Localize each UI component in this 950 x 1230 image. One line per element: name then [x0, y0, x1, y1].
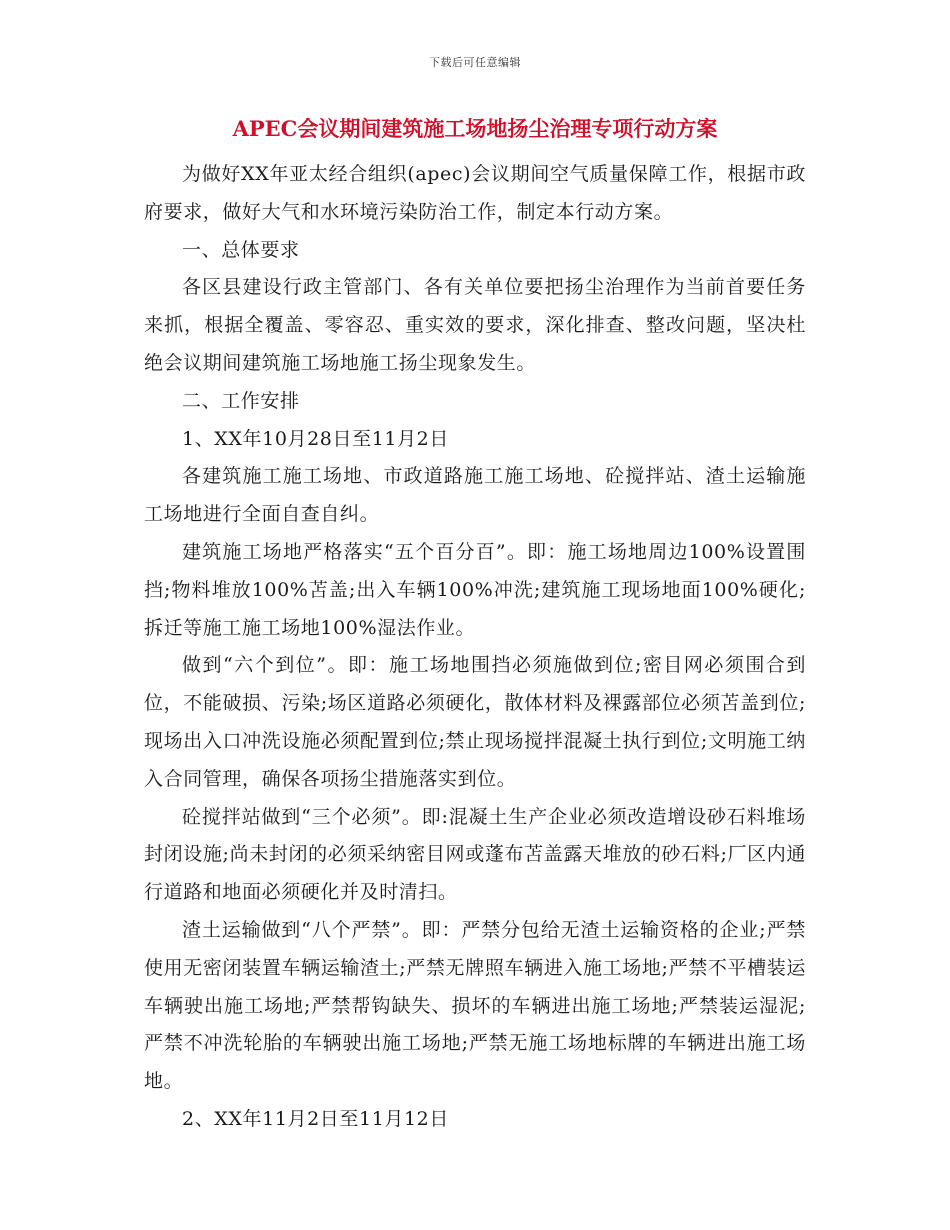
document-body	[144, 156, 806, 1139]
paragraph-three-musts: 砼搅拌站做到“三个必须”。即:混凝土生产企业必须改造增设砂石料堆场封闭设施;尚未封闭的必须采纳密目网或蓬布苫盖露天堆放的砂石料;厂区内通行道路和地面必须硬化并及时清扫。	[144, 805, 806, 904]
subheading-phase-1: 1、XX年10月28日至11月2日	[182, 427, 449, 450]
paragraph-five-hundred-percent: 建筑施工场地严格落实“五个百分百”。即：施工场地周边100%设置围挡;物料堆放100%苫盖;出入车辆100%冲洗;建筑施工现场地面100%硬化;拆迁等施工施工场地100%湿法作业。	[144, 540, 806, 639]
section-heading-work-arrangement: 二、工作安排	[182, 389, 300, 412]
paragraph-intro: 为做好XX年亚太经合组织(apec)会议期间空气质量保障工作，根据市政府要求，做好大气和水环境污染防治工作，制定本行动方案。	[144, 163, 806, 223]
subheading-phase-2: 2、XX年11月2日至11月12日	[182, 1107, 449, 1130]
document-title: APEC会议期间建筑施工场地扬尘治理专项行动方案	[232, 116, 718, 141]
paragraph-six-in-place: 做到“六个到位”。即：施工场地围挡必须施做到位;密目网必须围合到位，不能破损、污染;场区道路必须硬化，散体材料及裸露部位必须苫盖到位;现场出入口冲洗设施必须配置到位;禁止现场搅拌混凝土执行到位;文明施工纳入合同管理，确保各项扬尘措施落实到位。	[144, 654, 806, 790]
section-heading-general-requirements: 一、总体要求	[182, 238, 300, 261]
paragraph-eight-prohibitions: 渣土运输做到“八个严禁”。即：严禁分包给无渣土运输资格的企业;严禁使用无密闭装置车辆运输渣土;严禁无牌照车辆进入施工场地;严禁不平槽装运车辆驶出施工场地;严禁帮钩缺失、损坏的车辆进出施工场地;严禁装运湿泥;严禁不冲洗轮胎的车辆驶出施工场地;严禁无施工场地标牌的车辆进出施工场地。	[144, 918, 806, 1093]
header-note: 下载后可任意编辑	[429, 56, 521, 69]
paragraph-self-inspection: 各建筑施工施工场地、市政道路施工施工场地、砼搅拌站、渣土运输施工场地进行全面自查自纠。	[144, 465, 806, 526]
paragraph-general-requirements: 各区县建设行政主管部门、各有关单位要把扬尘治理作为当前首要任务来抓，根据全覆盖、零容忍、重实效的要求，深化排查、整改问题，坚决杜绝会议期间建筑施工场地施工扬尘现象发生。	[144, 276, 806, 374]
